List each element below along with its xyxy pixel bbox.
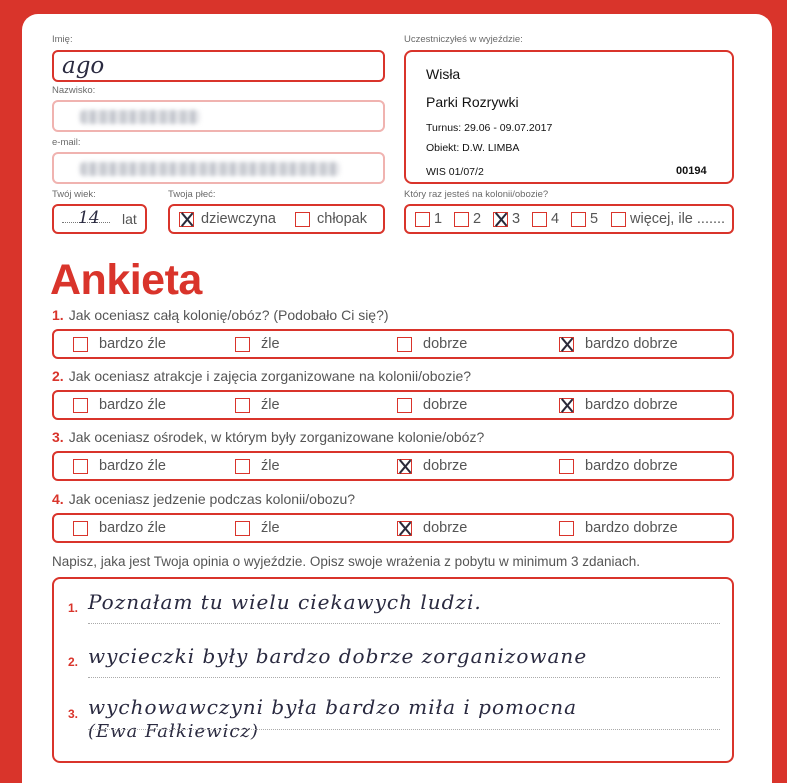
opinion-line-2: wycieczki były bardzo dobrze zorganizowane bbox=[88, 644, 588, 668]
question-1-checkbox-3[interactable] bbox=[397, 337, 412, 352]
question-3 bbox=[52, 429, 484, 445]
times-checkbox-2[interactable] bbox=[454, 212, 469, 227]
opinion-line-2-num: 2. bbox=[68, 655, 79, 669]
trip-place: Wisła bbox=[426, 66, 461, 82]
question-1 bbox=[52, 307, 389, 323]
question-2-option-1: bardzo źle bbox=[99, 397, 166, 413]
times-label: Który raz jesteś na kolonii/obozie? bbox=[404, 189, 549, 200]
question-1-option-2: źle bbox=[261, 336, 280, 352]
name-value: ago bbox=[62, 53, 105, 79]
question-2 bbox=[52, 368, 471, 384]
question-1-checkbox-2[interactable] bbox=[235, 337, 250, 352]
question-4-text: Jak oceniasz jedzenie podczas kolonii/obozu? bbox=[68, 491, 356, 507]
question-2-checkbox-4[interactable] bbox=[559, 398, 574, 413]
question-2-checkbox-3[interactable] bbox=[397, 398, 412, 413]
survey-title: Ankieta bbox=[50, 256, 202, 304]
gender-label: Twoja płeć: bbox=[168, 189, 216, 200]
times-option-4: 4 bbox=[551, 211, 560, 227]
times-checkbox-3[interactable] bbox=[493, 212, 508, 227]
times-checkbox-4[interactable] bbox=[532, 212, 547, 227]
gender-checkbox-girl[interactable] bbox=[179, 212, 194, 227]
age-suffix: lat bbox=[122, 211, 137, 227]
opinion-line-3: wychowawczyni była bardzo miła i pomocna bbox=[88, 695, 578, 719]
question-3-option-3: dobrze bbox=[423, 458, 468, 474]
gender-option-girl: dziewczyna bbox=[201, 211, 276, 227]
question-1-option-3: dobrze bbox=[423, 336, 468, 352]
question-2-option-3: dobrze bbox=[423, 397, 468, 413]
question-3-num: 3. bbox=[52, 429, 64, 445]
trip-obiekt: Obiekt: D.W. LIMBA bbox=[426, 142, 520, 154]
question-3-checkbox-1[interactable] bbox=[73, 459, 88, 474]
question-3-option-1: bardzo źle bbox=[99, 458, 166, 474]
opinion-prompt: Napisz, jaka jest Twoja opinia o wyjeździe. Opisz swoje wrażenia z pobytu w minimum 3 zdaniach. bbox=[52, 554, 641, 569]
survey-sheet bbox=[22, 14, 772, 783]
times-option-2: 2 bbox=[473, 211, 482, 227]
question-1-checkbox-1[interactable] bbox=[73, 337, 88, 352]
age-value: 14 bbox=[78, 208, 100, 228]
question-4-answer-row bbox=[52, 513, 734, 543]
question-1-checkbox-4[interactable] bbox=[559, 337, 574, 352]
email-label: e-mail: bbox=[52, 137, 81, 148]
opinion-line-1: Poznałam tu wielu ciekawych ludzi. bbox=[88, 590, 482, 614]
question-2-checkbox-2[interactable] bbox=[235, 398, 250, 413]
gender-field bbox=[168, 204, 385, 234]
trip-number: 00194 bbox=[676, 165, 707, 177]
gender-option-boy: chłopak bbox=[317, 211, 367, 227]
trip-info-box bbox=[404, 50, 734, 184]
opinion-dotline-1 bbox=[88, 623, 720, 624]
email-redacted bbox=[80, 162, 340, 176]
question-4-checkbox-2[interactable] bbox=[235, 521, 250, 536]
opinion-box[interactable] bbox=[52, 577, 734, 763]
question-4-checkbox-4[interactable] bbox=[559, 521, 574, 536]
question-3-option-2: źle bbox=[261, 458, 280, 474]
question-4-option-1: bardzo źle bbox=[99, 520, 166, 536]
question-1-answer-row bbox=[52, 329, 734, 359]
times-checkbox-more[interactable] bbox=[611, 212, 626, 227]
name-field[interactable] bbox=[52, 50, 385, 82]
surname-label: Nazwisko: bbox=[52, 85, 96, 96]
age-label: Twój wiek: bbox=[52, 189, 96, 200]
question-4-num: 4. bbox=[52, 491, 64, 507]
question-3-checkbox-3[interactable] bbox=[397, 459, 412, 474]
question-2-num: 2. bbox=[52, 368, 64, 384]
question-1-option-1: bardzo źle bbox=[99, 336, 166, 352]
question-1-num: 1. bbox=[52, 307, 64, 323]
question-3-checkbox-2[interactable] bbox=[235, 459, 250, 474]
trip-subtitle: Parki Rozrywki bbox=[426, 94, 519, 110]
question-4 bbox=[52, 491, 355, 507]
times-option-3: 3 bbox=[512, 211, 521, 227]
question-4-option-4: bardzo dobrze bbox=[585, 520, 678, 536]
question-3-text: Jak oceniasz ośrodek, w którym były zorganizowane kolonie/obóz? bbox=[68, 429, 485, 445]
email-field[interactable] bbox=[52, 152, 385, 184]
question-2-checkbox-1[interactable] bbox=[73, 398, 88, 413]
times-checkbox-1[interactable] bbox=[415, 212, 430, 227]
question-1-text: Jak oceniasz całą kolonię/obóz? (Podobało Ci się?) bbox=[68, 307, 389, 323]
opinion-dotline-3 bbox=[88, 729, 720, 730]
opinion-line-1-num: 1. bbox=[68, 601, 79, 615]
question-2-text: Jak oceniasz atrakcje i zajęcia zorganizowane na kolonii/obozie? bbox=[68, 368, 472, 384]
times-checkbox-5[interactable] bbox=[571, 212, 586, 227]
question-2-option-2: źle bbox=[261, 397, 280, 413]
question-4-checkbox-3[interactable] bbox=[397, 521, 412, 536]
trip-label: Uczestniczyłeś w wyjeździe: bbox=[404, 34, 523, 45]
opinion-line-3-extra: (Ewa Fałkiewicz) bbox=[88, 721, 259, 742]
question-4-option-3: dobrze bbox=[423, 520, 468, 536]
question-2-answer-row bbox=[52, 390, 734, 420]
times-option-more: więcej, ile ....... bbox=[630, 211, 726, 227]
question-3-checkbox-4[interactable] bbox=[559, 459, 574, 474]
opinion-dotline-2 bbox=[88, 677, 720, 678]
opinion-line-3-num: 3. bbox=[68, 707, 79, 721]
trip-code: WIS 01/07/2 bbox=[426, 166, 484, 178]
surname-field[interactable] bbox=[52, 100, 385, 132]
times-option-1: 1 bbox=[434, 211, 443, 227]
question-4-option-2: źle bbox=[261, 520, 280, 536]
question-4-checkbox-1[interactable] bbox=[73, 521, 88, 536]
surname-redacted bbox=[80, 110, 200, 124]
question-1-option-4: bardzo dobrze bbox=[585, 336, 678, 352]
times-option-5: 5 bbox=[590, 211, 599, 227]
name-label: Imię: bbox=[52, 34, 73, 45]
trip-turnus: Turnus: 29.06 - 09.07.2017 bbox=[426, 122, 553, 134]
question-3-answer-row bbox=[52, 451, 734, 481]
question-2-option-4: bardzo dobrze bbox=[585, 397, 678, 413]
times-field bbox=[404, 204, 734, 234]
question-3-option-4: bardzo dobrze bbox=[585, 458, 678, 474]
gender-checkbox-boy[interactable] bbox=[295, 212, 310, 227]
age-field[interactable] bbox=[52, 204, 147, 234]
